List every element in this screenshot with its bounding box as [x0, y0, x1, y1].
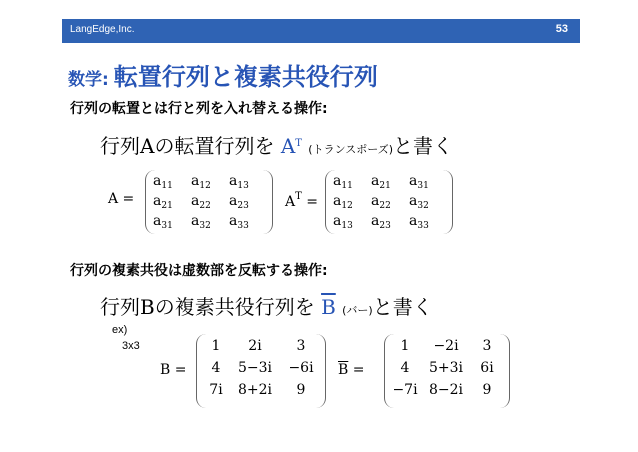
entry-letter: a [371, 193, 380, 209]
matrix-AT-label-base: A [285, 194, 296, 210]
matrix-entry [409, 193, 429, 211]
transpose-description [100, 130, 453, 159]
matrix-entry: −2i [433, 338, 459, 354]
title-text: 転置行列と複素共役行列 [113, 63, 378, 91]
matrix-entry: 5−3i [237, 360, 273, 376]
transpose-text-3: と書く [393, 134, 453, 158]
entry-letter: a [229, 213, 238, 229]
page-number: 53 [555, 23, 568, 35]
entry-subscript: 11 [161, 181, 173, 191]
matrix-entry [153, 173, 173, 191]
matrix-entry [333, 173, 353, 191]
conjugate-text-1: 行列 [100, 295, 140, 319]
entry-subscript: 11 [341, 181, 353, 191]
matrix-entry [409, 213, 429, 231]
matrix-entry [191, 173, 211, 191]
entry-subscript: 32 [417, 201, 429, 211]
matrix-entry [191, 193, 211, 211]
entry-letter: a [191, 193, 200, 209]
matrix-entry: −7i [392, 382, 418, 398]
matrix-B-label: B = [160, 362, 187, 378]
entry-subscript: 12 [199, 181, 211, 191]
matrix-entry [409, 173, 429, 191]
entry-subscript: 33 [417, 221, 429, 231]
matrix-AT-label [285, 191, 318, 210]
matrix-Bbar [384, 334, 510, 408]
matrix-entry [333, 213, 353, 231]
matrix-entry [371, 193, 391, 211]
entry-subscript: 33 [237, 221, 249, 231]
matrix-entry [333, 193, 353, 211]
entry-subscript: 21 [161, 201, 173, 211]
company-name: LangEdge,Inc. [70, 24, 135, 35]
conjugate-matrix-name: B [140, 295, 155, 319]
matrix-entry: 8−2i [428, 382, 464, 398]
matrix-entry: 2i [248, 338, 262, 354]
matrix-AT-equals: = [306, 194, 318, 210]
entry-letter: a [153, 213, 162, 229]
conjugate-description [100, 291, 433, 320]
entry-letter: a [191, 213, 200, 229]
transpose-notation-base: A [280, 134, 296, 158]
example-size: 3x3 [122, 340, 140, 352]
matrix-A-label: A = [108, 191, 135, 207]
entry-letter: a [153, 193, 162, 209]
matrix-entry: 3 [296, 338, 306, 354]
transpose-text-2: の転置行列を [154, 134, 275, 158]
entry-letter: a [409, 193, 418, 209]
matrix-entry [371, 173, 391, 191]
matrix-entry [371, 213, 391, 231]
matrix-entry: 9 [296, 382, 306, 398]
entry-letter: a [333, 213, 342, 229]
matrix-entry: 4 [400, 360, 410, 376]
entry-subscript: 22 [379, 201, 391, 211]
entry-subscript: 31 [417, 181, 429, 191]
entry-subscript: 31 [161, 221, 173, 231]
matrix-entry: 3 [482, 338, 492, 354]
entry-subscript: 13 [237, 181, 249, 191]
matrix-entry: 5+3i [428, 360, 464, 376]
matrix-entry: −6i [288, 360, 314, 376]
transpose-matrix-name: A [140, 134, 155, 158]
matrix-Bbar-equals: = [352, 362, 365, 378]
transpose-notation-sup: T [295, 138, 302, 149]
conjugate-text-2: の複素共役行列を [154, 295, 315, 319]
transpose-notation [281, 134, 302, 158]
matrix-entry: 1 [400, 338, 410, 354]
matrix-AT [325, 170, 453, 234]
entry-subscript: 23 [237, 201, 249, 211]
matrix-entry [153, 193, 173, 211]
matrix-Bbar-label-base: $\overline{B}$ [338, 362, 349, 378]
matrix-entry [191, 213, 211, 231]
matrix-entry: 7i [209, 382, 223, 398]
entry-letter: a [333, 173, 342, 189]
entry-subscript: 32 [199, 221, 211, 231]
conjugate-text-3: と書く [372, 295, 433, 319]
conjugate-notation: $\overline{B}$ [321, 295, 336, 319]
entry-subscript: 12 [341, 201, 353, 211]
entry-letter: a [371, 173, 380, 189]
matrix-Bbar-label [338, 362, 364, 378]
matrix-entry: 6i [480, 360, 494, 376]
entry-letter: a [191, 173, 200, 189]
entry-letter: a [409, 173, 418, 189]
entry-letter: a [229, 193, 238, 209]
entry-letter: a [153, 173, 162, 189]
matrix-entry [153, 213, 173, 231]
conjugate-reading: (バー) [342, 304, 373, 317]
matrix-A [145, 170, 273, 234]
matrix-entry: 4 [211, 360, 221, 376]
matrix-B [196, 334, 326, 408]
matrix-entry: 1 [211, 338, 221, 354]
matrix-entry [229, 193, 249, 211]
entry-letter: a [409, 213, 418, 229]
transpose-reading: (トランスポーズ) [308, 143, 393, 156]
matrix-entry [229, 213, 249, 231]
transpose-heading: 行列の転置とは行と列を入れ替える操作: [70, 101, 328, 117]
conjugate-heading: 行列の複素共役は虚数部を反転する操作: [70, 263, 328, 279]
slide-title [68, 57, 378, 92]
entry-letter: a [333, 193, 342, 209]
matrix-AT-label-sup: T [295, 191, 302, 202]
matrix-entry [229, 173, 249, 191]
entry-subscript: 22 [199, 201, 211, 211]
matrix-entry: 9 [482, 382, 492, 398]
matrix-entry: 8+2i [237, 382, 273, 398]
entry-subscript: 23 [379, 221, 391, 231]
transpose-text-1: 行列 [100, 134, 140, 158]
entry-subscript: 13 [341, 221, 353, 231]
entry-letter: a [371, 213, 380, 229]
slide-header [62, 19, 580, 43]
entry-subscript: 21 [379, 181, 391, 191]
title-prefix: 数学: [68, 70, 109, 90]
entry-letter: a [229, 173, 238, 189]
example-label: ex) [112, 324, 128, 336]
